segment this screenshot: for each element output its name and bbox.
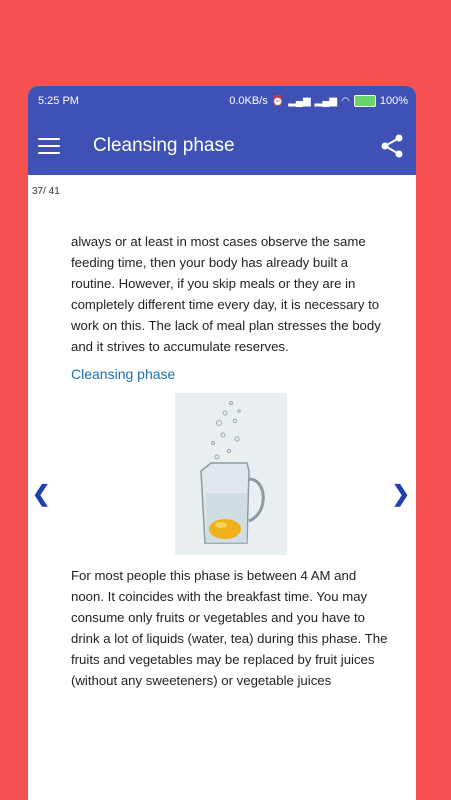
alarm-icon: ⏰ [271,95,285,107]
next-page-button[interactable]: ❯ [391,481,410,506]
network-speed: 0.0KB/s [229,95,268,107]
phone-screen [28,86,416,800]
wifi-icon: ◠ [341,95,350,107]
signal-icon: ▂▄▆ [288,95,311,107]
article-paragraph-1: always or at least in most cases observe the same feeding time, then your body has already built a routine. However, if you skip meals or they are in completely different time every day, it is necessary to work on this. The lack of meal plan stresses the body and it strives to accumulate reserves. [71,234,381,354]
app-bar [28,116,416,175]
water-pitcher-image [175,393,287,555]
battery-icon [354,95,376,107]
section-heading: Cleansing phase [71,366,176,382]
page-counter: 37/ 41 [32,186,60,197]
share-icon[interactable] [380,133,404,159]
hamburger-menu-icon[interactable] [38,138,60,154]
status-time: 5:25 PM [38,95,79,107]
status-icons [229,95,408,107]
previous-page-button[interactable]: ❮ [32,481,51,506]
signal-icon-2: ▂▄▆ [314,95,338,107]
battery-level: 100% [379,95,408,107]
page-title: Cleansing phase [93,134,235,156]
article-content [71,231,391,691]
article-paragraph-2: For most people this phase is between 4 AM and noon. It coincides with the breakfast time. You may consume only fruits or vegetables and you have to drink a lot of liquids (water, tea) during this phase. The fruits and vegetables may be replaced by fruit juices (without any sweeteners) or vegetable juices [71,568,388,688]
status-bar [28,86,416,116]
